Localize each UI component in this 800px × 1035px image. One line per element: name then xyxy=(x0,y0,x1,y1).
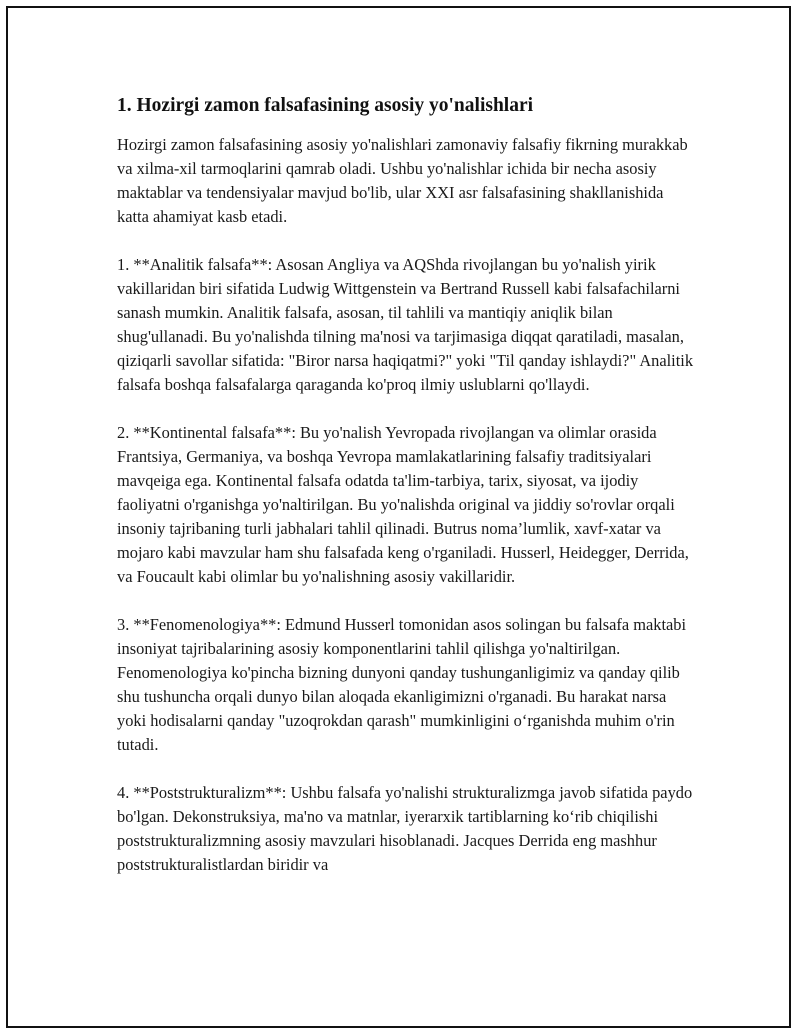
phenomenology-paragraph: 3. **Fenomenologiya**: Edmund Husserl tomonidan asos solingan bu falsafa maktabi insoniyat tajribalarining asosiy komponentlarini tahlil qilishga yo'naltirilgan. Fenomenologiya ko'pincha bizning dunyoni qanday tushunganligimiz va qanday qilib shu tushuncha orqali dunyo bilan aloqada ekanligimizni o'rganadi. Bu harakat narsa yoki hodisalarni qanday "uzoqrokdan qarash" mumkinligini o‘rganishda muhim o'rin tutadi. xyxy=(117,615,687,754)
intro-paragraph: Hozirgi zamon falsafasining asosiy yo'nalishlari zamonaviy falsafiy fikrning murakkab va xilma-xil tarmoqlarini qamrab oladi. Ushbu yo'nalishlar ichida bir necha asosiy maktablar va tendensiyalar mavjud bo'lib, ular XXI asr falsafasining shakllanishida katta ahamiyat kasb etadi. xyxy=(117,135,688,226)
document-body xyxy=(117,93,697,901)
document-page xyxy=(6,6,791,1028)
section-heading: 1. Hozirgi zamon falsafasining asosiy yo'nalishlari xyxy=(117,95,534,116)
poststructuralism-paragraph: 4. **Poststrukturalizm**: Ushbu falsafa yo'nalishi strukturalizmga javob sifatida paydo bo'lgan. Dekonstruksiya, ma'no va matnlar, iyerarxik tartiblarning ko‘rib chiqilishi poststrukturalizmning asosiy mavzulari hisoblanadi. Jacques Derrida eng mashhur poststrukturalistlardan biridir va xyxy=(117,783,693,874)
continental-philosophy-paragraph: 2. **Kontinental falsafa**: Bu yo'nalish Yevropada rivojlangan va olimlar orasida Frantsiya, Germaniya, va boshqa Yevropa mamlakatlarining falsafiy traditsiyalari mavqeiga ega. Kontinental falsafa odatda ta'lim-tarbiya, tarix, siyosat, va ijodiy faoliyatni o'rganishga yo'naltirilgan. Bu yo'nalishda original va jiddiy so'rovlar orqali insoniy tajribaning turli jabhalari tahlil qilinadi. Butrus noma’lumlik, xavf-xatar va mojaro kabi mavzular ham shu falsafada keng o'rganiladi. Husserl, Heidegger, Derrida, va Foucault kabi olimlar bu yo'nalishning asosiy vakillaridir. xyxy=(117,423,689,586)
analytic-philosophy-paragraph: 1. **Analitik falsafa**: Asosan Angliya va AQShda rivojlangan bu yo'nalish yirik vakillaridan biri sifatida Ludwig Wittgenstein va Bertrand Russell kabi falsafachilarni sanash mumkin. Analitik falsafa, asosan, til tahlili va mantiqiy aniqlik bilan shug'ullanadi. Bu yo'nalishda tilning ma'nosi va tarjimasiga diqqat qaratiladi, masalan, qiziqarli savollar sifatida: "Biror narsa haqiqatmi?" yoki "Til qanday ishlaydi?" Analitik falsafa boshqa falsafalarga qaraganda ko'proq ilmiy uslublarni qo'llaydi. xyxy=(117,255,694,394)
